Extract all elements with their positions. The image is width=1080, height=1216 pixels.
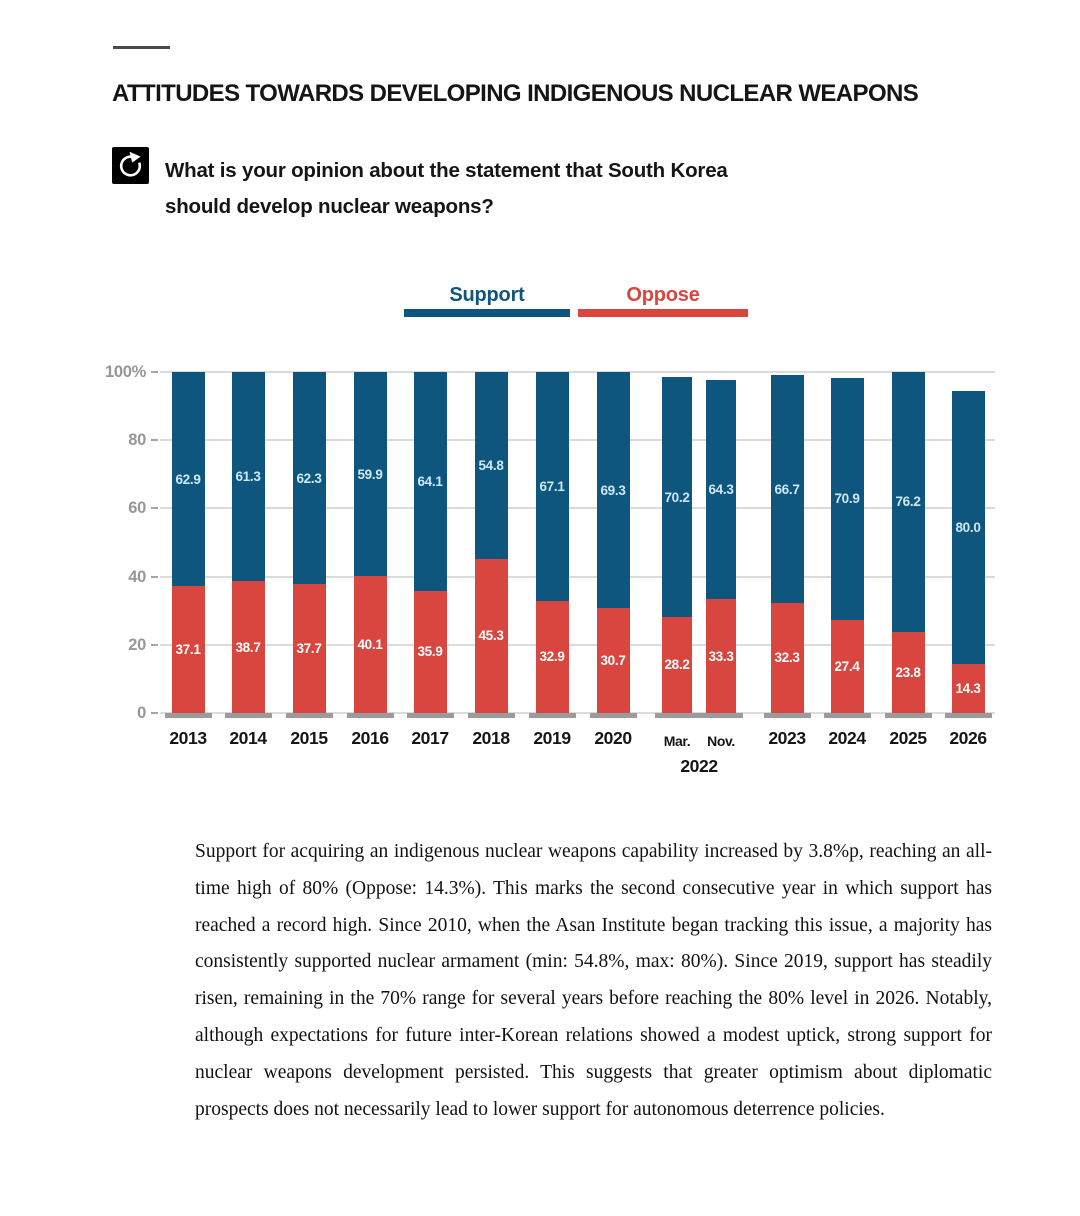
legend-support-label: Support	[449, 284, 525, 306]
bar	[831, 378, 864, 713]
support-value-label: 70.9	[834, 491, 860, 507]
support-segment	[232, 372, 265, 581]
oppose-segment	[771, 603, 804, 713]
page-title: ATTITUDES TOWARDS DEVELOPING INDIGENOUS NUCLEAR WEAPONS	[112, 80, 919, 107]
bar-base	[347, 713, 394, 718]
x-axis-label: 2016	[351, 728, 389, 748]
oppose-segment	[354, 576, 387, 713]
gridline	[160, 371, 995, 373]
support-value-label: 66.7	[774, 481, 800, 497]
oppose-value-label: 30.7	[600, 653, 626, 669]
bar-base	[225, 713, 272, 718]
bar	[597, 372, 630, 713]
support-segment	[414, 372, 447, 591]
bar	[232, 372, 265, 713]
support-segment	[172, 372, 205, 586]
y-axis-tick-label: 80	[128, 431, 146, 450]
support-value-label: 69.3	[600, 482, 626, 498]
oppose-value-label: 38.7	[235, 639, 261, 655]
oppose-value-label: 28.2	[664, 657, 690, 673]
survey-question-line-2: should develop nuclear weapons?	[165, 195, 494, 218]
oppose-value-label: 33.3	[708, 648, 734, 664]
x-axis-label: 2025	[889, 728, 927, 748]
y-axis-tick-label: 40	[128, 567, 146, 586]
x-axis-label: 2017	[411, 728, 449, 748]
gridline	[160, 576, 995, 578]
support-segment	[597, 372, 630, 608]
oppose-segment	[232, 581, 265, 713]
support-value-label: 62.3	[296, 470, 322, 486]
support-segment	[475, 372, 508, 559]
oppose-segment	[597, 608, 630, 713]
bar-base	[945, 713, 992, 718]
bar	[293, 372, 326, 713]
x-axis-group-label: 2022	[680, 756, 718, 776]
support-segment	[831, 378, 864, 620]
bar-base	[165, 713, 212, 718]
oppose-segment	[475, 559, 508, 713]
legend-oppose-bar	[578, 309, 748, 317]
circular-arrow-icon	[112, 147, 149, 184]
support-segment	[354, 372, 387, 576]
support-value-label: 59.9	[357, 466, 383, 482]
x-axis-label: 2018	[472, 728, 510, 748]
oppose-value-label: 37.7	[296, 641, 322, 657]
bar-base	[529, 713, 576, 718]
support-value-label: 80.0	[955, 520, 981, 536]
gridline	[160, 644, 995, 646]
bar	[475, 372, 508, 713]
oppose-value-label: 27.4	[834, 658, 860, 674]
oppose-value-label: 35.9	[417, 644, 443, 660]
x-axis-label: Mar.	[663, 733, 691, 749]
bar-base	[468, 713, 515, 718]
bar	[172, 372, 205, 713]
bar-base	[286, 713, 333, 718]
support-segment	[771, 375, 804, 602]
support-segment	[706, 380, 736, 599]
oppose-value-label: 23.8	[895, 664, 921, 680]
x-axis-label: 2019	[533, 728, 571, 748]
stacked-bar-chart	[0, 363, 1080, 802]
bar	[536, 372, 569, 713]
bar	[354, 372, 387, 713]
x-axis-label: 2024	[828, 728, 866, 748]
y-axis-tick-label: 20	[128, 635, 146, 654]
oppose-segment	[952, 664, 985, 713]
x-axis-label: 2023	[768, 728, 806, 748]
bar-base	[590, 713, 637, 718]
support-value-label: 76.2	[895, 494, 921, 510]
bar	[771, 375, 804, 713]
support-segment	[293, 372, 326, 584]
bar-base	[824, 713, 871, 718]
x-axis-label: 2026	[949, 728, 987, 748]
support-value-label: 54.8	[478, 457, 504, 473]
gridline	[160, 507, 995, 509]
support-value-label: 67.1	[539, 478, 565, 494]
x-axis-label: 2020	[594, 728, 632, 748]
bar-base	[764, 713, 811, 718]
support-value-label: 70.2	[664, 489, 690, 505]
y-axis-tick-label: 100%	[104, 363, 146, 381]
oppose-value-label: 40.1	[357, 637, 383, 653]
oppose-segment	[293, 584, 326, 713]
x-axis-label: 2015	[290, 728, 328, 748]
support-segment	[536, 372, 569, 601]
bar	[706, 380, 736, 713]
bar	[662, 377, 692, 713]
legend-support-bar	[404, 309, 570, 317]
support-segment	[662, 377, 692, 616]
survey-question	[165, 153, 728, 225]
gridline	[160, 439, 995, 441]
support-segment	[952, 391, 985, 664]
oppose-value-label: 32.3	[774, 650, 800, 666]
bar	[414, 372, 447, 713]
y-axis	[0, 363, 160, 722]
plot-area	[150, 372, 1010, 776]
support-value-label: 62.9	[175, 471, 201, 487]
survey-question-line-1: What is your opinion about the statement that South Korea	[165, 159, 728, 182]
oppose-segment	[706, 599, 736, 713]
bar	[892, 372, 925, 713]
bar-base	[655, 713, 699, 718]
oppose-value-label: 14.3	[955, 681, 981, 697]
bar-base	[885, 713, 932, 718]
analysis-paragraph: Support for acquiring an indigenous nuclear weapons capability increased by 3.8%p, reaching an all-time high of 80% (Oppose: 14.3%). This marks the second consecutive year in which support has reached a record high. Since 2010, when the Asan Institute began tracking this issue, a majority has consistently supported nuclear armament (min: 54.8%, max: 80%). Since 2019, support has steadily risen, remaining in the 70% range for several years before reaching the 80% level in 2026. Notably, although expectations for future inter-Korean relations showed a modest uptick, strong support for nuclear weapons development persisted. This suggests that greater optimism about diplomatic prospects does not necessarily lead to lower support for autonomous deterrence policies.	[195, 841, 992, 1120]
oppose-value-label: 37.1	[175, 642, 201, 658]
bar	[952, 391, 985, 713]
support-value-label: 64.3	[708, 482, 734, 498]
title-rule	[113, 46, 170, 49]
support-segment	[892, 372, 925, 632]
y-axis-tick-label: 60	[128, 499, 146, 518]
oppose-value-label: 45.3	[478, 628, 504, 644]
x-axis-label: 2013	[169, 728, 207, 748]
x-axis-label: Nov.	[707, 733, 735, 749]
oppose-segment	[662, 617, 692, 713]
oppose-segment	[536, 601, 569, 713]
legend-oppose-label: Oppose	[626, 284, 700, 306]
support-value-label: 61.3	[235, 469, 261, 485]
oppose-segment	[831, 620, 864, 713]
x-axis-label: 2014	[229, 728, 267, 748]
oppose-segment	[892, 632, 925, 713]
oppose-segment	[414, 591, 447, 713]
y-axis-tick-label: 0	[137, 704, 146, 722]
support-value-label: 64.1	[417, 473, 443, 489]
bar-base	[699, 713, 743, 718]
bar-base	[407, 713, 454, 718]
oppose-segment	[172, 586, 205, 713]
oppose-value-label: 32.9	[539, 649, 565, 665]
